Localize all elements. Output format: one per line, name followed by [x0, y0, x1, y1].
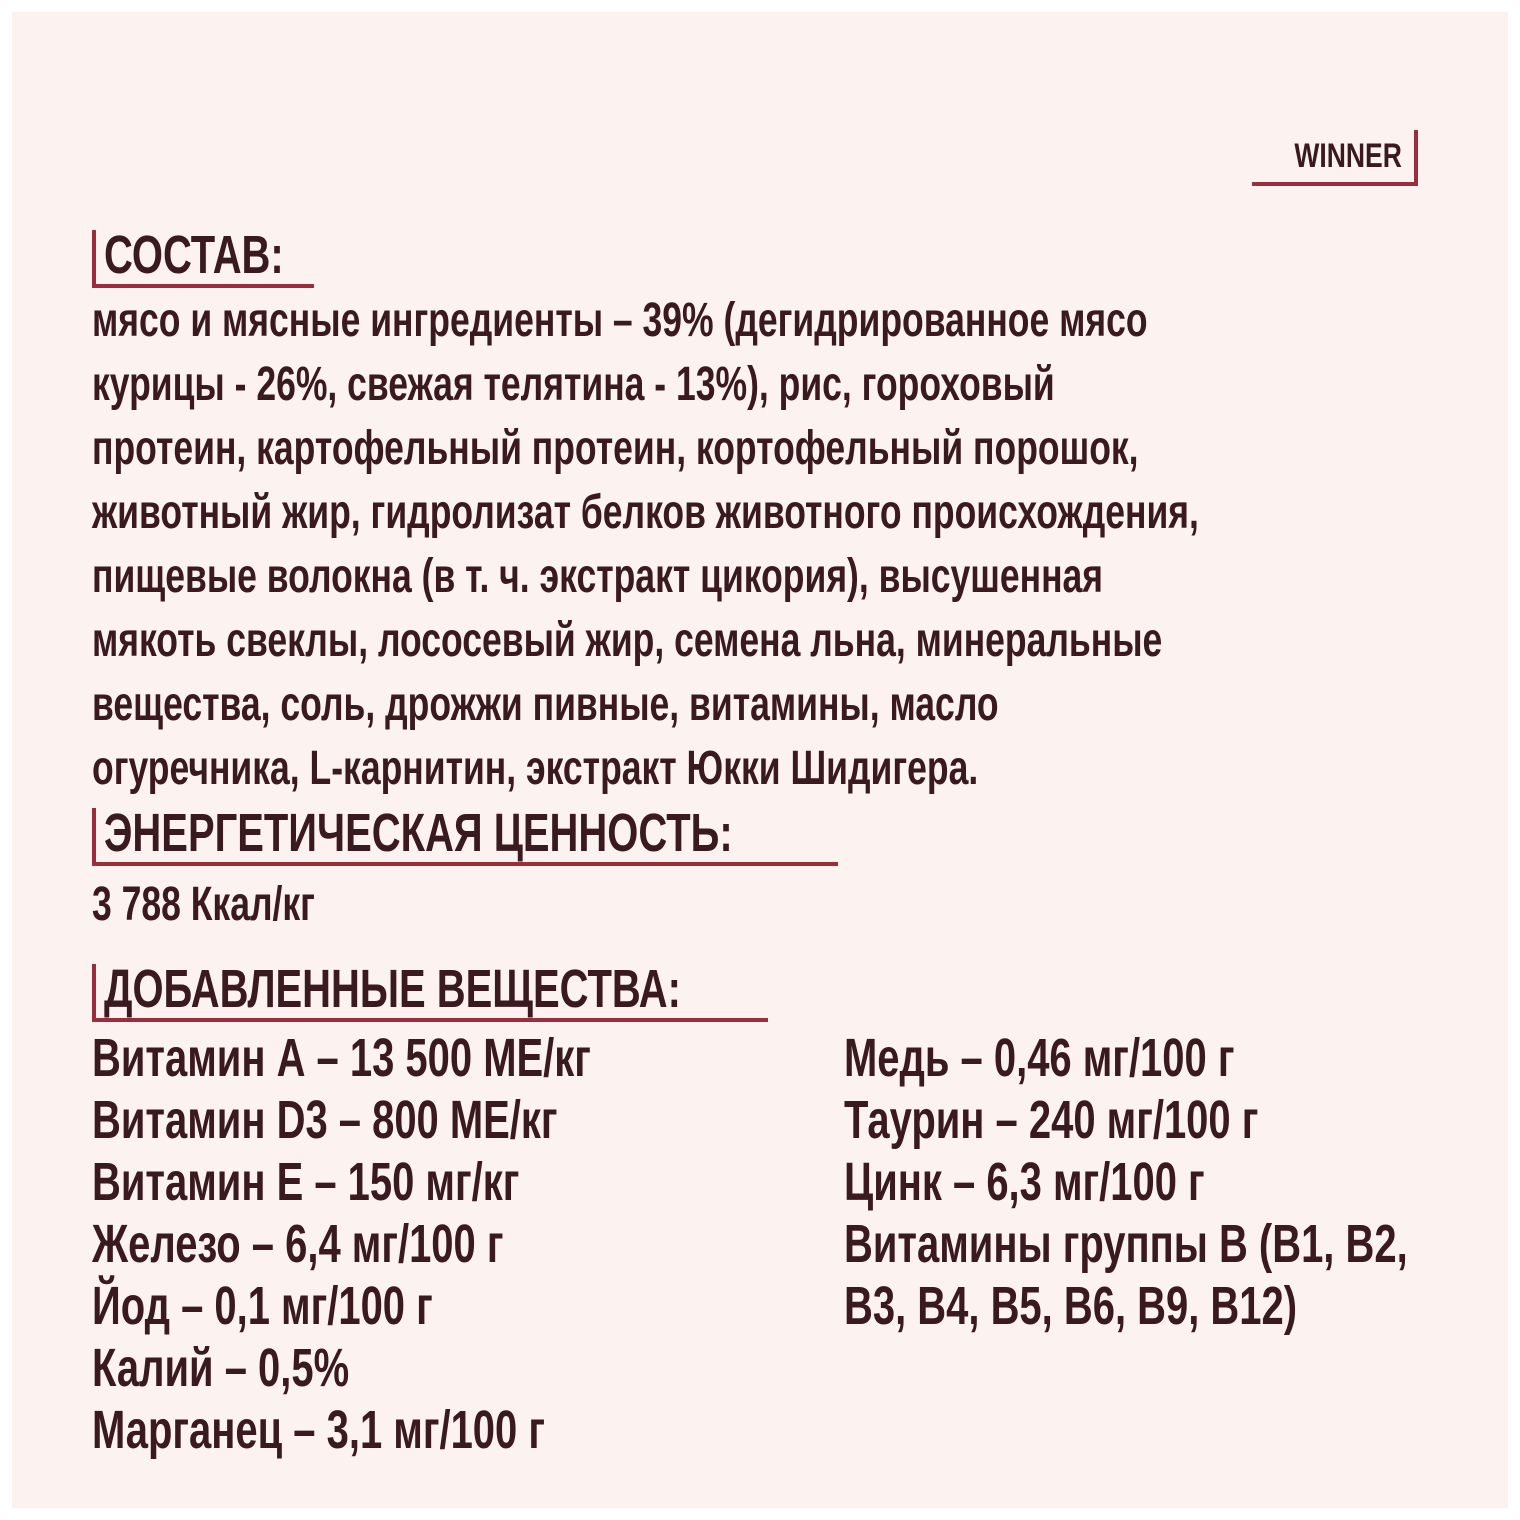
composition-line-text: огуречника, L-карнитин, экстракт Юкки Шидигера.	[92, 742, 979, 795]
additive-item-text: Цинк – 6,3 мг/100 г	[844, 1152, 1205, 1212]
additives-left-column	[92, 1028, 766, 1462]
additive-item-text: Железо – 6,4 мг/100 г	[92, 1214, 504, 1274]
additive-item-text: Витамин Е – 150 мг/кг	[92, 1152, 520, 1212]
composition-line	[92, 612, 1402, 676]
additives-right-column	[844, 1028, 1520, 1338]
heading-bar	[92, 964, 96, 1022]
composition-line	[92, 356, 1402, 420]
additive-item-text: Калий – 0,5%	[92, 1338, 350, 1398]
additive-item-text: Витамин D3 – 800 МЕ/кг	[92, 1090, 558, 1150]
additive-item	[844, 1090, 1520, 1152]
composition-line-text: животный жир, гидролизат белков животного происхождения,	[92, 486, 1199, 539]
composition-line-text: протеин, картофельный протеин, кортофельный порошок,	[92, 422, 1139, 475]
additive-item-text: Витамин А – 13 500 МЕ/кг	[92, 1028, 591, 1088]
composition-line-text: пищевые волокна (в т. ч. экстракт цикория), высушенная	[92, 550, 1104, 603]
energy-value-text: 3 788 Ккал/кг	[92, 878, 315, 931]
composition-line-text: мясо и мясные ингредиенты – 39% (дегидрированное мясо	[92, 294, 1148, 347]
composition-line	[92, 548, 1402, 612]
additive-item	[844, 1276, 1520, 1338]
additive-item-text: Медь – 0,46 мг/100 г	[844, 1028, 1235, 1088]
composition-line	[92, 292, 1402, 356]
composition-line	[92, 740, 1402, 804]
composition-heading-text: СОСТАВ:	[104, 225, 284, 285]
additive-item	[844, 1152, 1520, 1214]
composition-line-text: вещества, соль, дрожжи пивные, витамины, масло	[92, 678, 999, 731]
brand-name: WINNER	[1294, 137, 1402, 175]
additive-item-text: В3, В4, В5, В6, В9, В12)	[844, 1276, 1298, 1336]
additive-item	[92, 1338, 766, 1400]
additive-item	[92, 1028, 766, 1090]
additive-item-text: Таурин – 240 мг/100 г	[844, 1090, 1259, 1150]
energy-value	[92, 876, 393, 934]
heading-bar	[92, 808, 96, 866]
composition-line	[92, 676, 1402, 740]
additive-item	[92, 1400, 766, 1462]
additive-item	[92, 1152, 766, 1214]
additive-item	[844, 1028, 1520, 1090]
additive-item	[92, 1090, 766, 1152]
label-card	[12, 12, 1508, 1508]
energy-heading-text: ЭНЕРГЕТИЧЕСКАЯ ЦЕННОСТЬ:	[104, 803, 733, 863]
brand-logo	[1248, 130, 1418, 188]
brand-underline	[1252, 182, 1418, 186]
additive-item-text: Йод – 0,1 мг/100 г	[92, 1276, 433, 1336]
additive-item	[92, 1214, 766, 1276]
additive-item	[844, 1214, 1520, 1276]
additive-item	[92, 1276, 766, 1338]
brand-bar	[1414, 130, 1418, 186]
additives-heading-text: ДОБАВЛЕННЫЕ ВЕЩЕСТВА:	[104, 959, 681, 1019]
composition-line	[92, 484, 1402, 548]
composition-line	[92, 420, 1402, 484]
composition-line-text: мякоть свеклы, лососевый жир, семена льна, минеральные	[92, 614, 1163, 667]
composition-line-text: курицы - 26%, свежая телятина - 13%), рис, гороховый	[92, 358, 1055, 411]
additive-item-text: Витамины группы В (В1, В2,	[844, 1214, 1408, 1274]
composition-text	[92, 292, 1402, 804]
heading-bar	[92, 230, 96, 288]
additive-item-text: Марганец – 3,1 мг/100 г	[92, 1400, 546, 1460]
